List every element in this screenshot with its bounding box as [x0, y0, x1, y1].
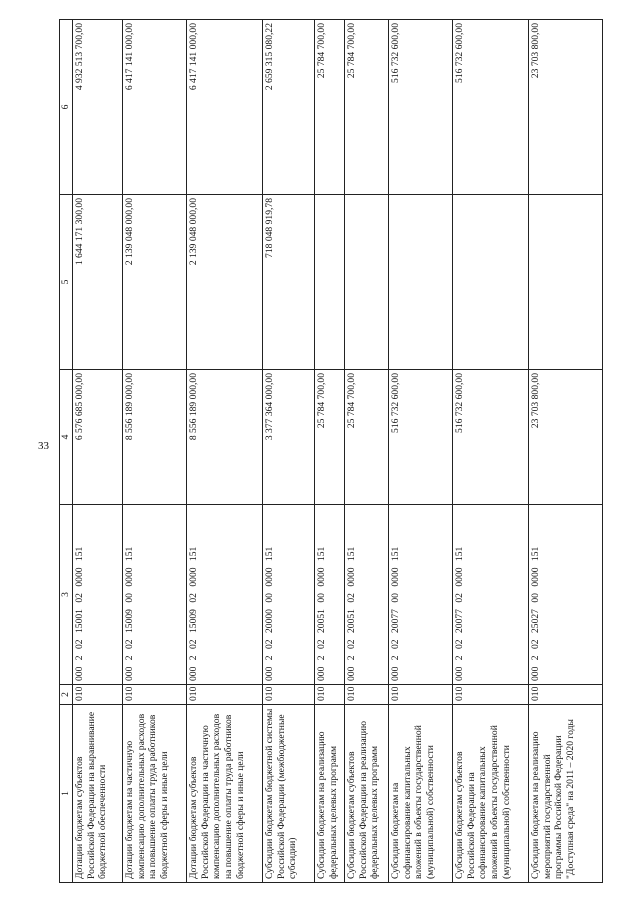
- header-col-6: 6: [60, 20, 73, 195]
- row-name: Субсидии бюджетам субъектов Российской Федерации на реализацию федеральных целевых программ: [345, 705, 389, 883]
- table-row: [345, 20, 389, 883]
- row-budget-code: 000 2 02 25027 00 0000 151: [529, 505, 603, 685]
- table-row: [123, 20, 187, 883]
- row-value-4: 6 576 685 000,00: [73, 370, 123, 505]
- row-value-6: 2 659 315 080,22: [263, 20, 315, 195]
- row-value-4: 3 377 364 000,00: [263, 370, 315, 505]
- row-value-6: 6 417 141 000,00: [187, 20, 263, 195]
- row-admin-code: 010: [73, 685, 123, 705]
- row-admin-code: 010: [389, 685, 453, 705]
- header-col-2: 2: [60, 685, 73, 705]
- row-name: Субсидии бюджетам на софинансирование капитальных вложений в объекты государственной (муниципальной) собственности: [389, 705, 453, 883]
- row-value-5: [389, 195, 453, 370]
- budget-table: [59, 19, 603, 883]
- row-value-5: [345, 195, 389, 370]
- row-value-4: 8 556 189 000,00: [187, 370, 263, 505]
- row-admin-code: 010: [315, 685, 345, 705]
- row-value-5: [529, 195, 603, 370]
- table-row: [187, 20, 263, 883]
- row-budget-code: 000 2 02 15001 02 0000 151: [73, 505, 123, 685]
- header-col-4: 4: [60, 370, 73, 505]
- row-budget-code: 000 2 02 20051 02 0000 151: [345, 505, 389, 685]
- header-col-3: 3: [60, 505, 73, 685]
- table-row: [73, 20, 123, 883]
- row-budget-code: 000 2 02 15009 02 0000 151: [187, 505, 263, 685]
- table-row: [529, 20, 603, 883]
- table-row: [453, 20, 529, 883]
- row-value-4: 8 556 189 000,00: [123, 370, 187, 505]
- page-number: 33: [38, 440, 49, 452]
- row-admin-code: 010: [263, 685, 315, 705]
- row-value-6: 516 732 600,00: [453, 20, 529, 195]
- row-value-4: 25 784 700,00: [345, 370, 389, 505]
- row-budget-code: 000 2 02 20077 02 0000 151: [453, 505, 529, 685]
- row-value-6: 25 784 700,00: [315, 20, 345, 195]
- row-name: Субсидии бюджетам субъектов Российской Федерации на софинансирование капитальных вложений в объекты государственной (муниципальной) собственности: [453, 705, 529, 883]
- row-name: Дотации бюджетам субъектов Российской Федерации на выравнивание бюджетной обеспеченности: [73, 705, 123, 883]
- row-value-6: 4 932 513 700,00: [73, 20, 123, 195]
- header-col-1: 1: [60, 705, 73, 883]
- budget-table-frame: [59, 20, 611, 883]
- row-name: Дотации бюджетам субъектов Российской Федерации на частичную компенсацию дополнительных расходов на повышение оплаты труда работников бюджетной сферы и иные цели: [187, 705, 263, 883]
- row-budget-code: 000 2 02 20000 00 0000 151: [263, 505, 315, 685]
- row-budget-code: 000 2 02 20051 00 0000 151: [315, 505, 345, 685]
- row-value-5: [315, 195, 345, 370]
- row-admin-code: 010: [453, 685, 529, 705]
- row-admin-code: 010: [123, 685, 187, 705]
- table-row: [389, 20, 453, 883]
- row-value-4: 516 732 600,00: [453, 370, 529, 505]
- row-value-6: 25 784 700,00: [345, 20, 389, 195]
- row-name: Субсидии бюджетам на реализацию федеральных целевых программ: [315, 705, 345, 883]
- table-row: [263, 20, 315, 883]
- row-value-5: 2 139 048 000,00: [187, 195, 263, 370]
- row-name: Субсидии бюджетам на реализацию мероприятий государственной программы Российской Федерации "Доступная среда" на 2011 – 2020 годы: [529, 705, 603, 883]
- row-admin-code: 010: [529, 685, 603, 705]
- row-value-5: 1 644 171 300,00: [73, 195, 123, 370]
- row-name: Дотации бюджетам на частичную компенсацию дополнительных расходов на повышение оплаты труда работников бюджетной сферы и иные цели: [123, 705, 187, 883]
- row-budget-code: 000 2 02 20077 00 0000 151: [389, 505, 453, 685]
- row-value-6: 516 732 600,00: [389, 20, 453, 195]
- row-admin-code: 010: [187, 685, 263, 705]
- row-value-5: 2 139 048 000,00: [123, 195, 187, 370]
- row-value-6: 23 703 800,00: [529, 20, 603, 195]
- row-value-5: 718 048 919,78: [263, 195, 315, 370]
- row-name: Субсидии бюджетам бюджетной системы Российской Федерации (межбюджетные субсидии): [263, 705, 315, 883]
- row-value-4: 25 784 700,00: [315, 370, 345, 505]
- row-value-4: 516 732 600,00: [389, 370, 453, 505]
- row-value-4: 23 703 800,00: [529, 370, 603, 505]
- header-row: [60, 20, 73, 883]
- row-budget-code: 000 2 02 15009 00 0000 151: [123, 505, 187, 685]
- header-col-5: 5: [60, 195, 73, 370]
- table-row: [315, 20, 345, 883]
- row-value-5: [453, 195, 529, 370]
- row-admin-code: 010: [345, 685, 389, 705]
- row-value-6: 6 417 141 000,00: [123, 20, 187, 195]
